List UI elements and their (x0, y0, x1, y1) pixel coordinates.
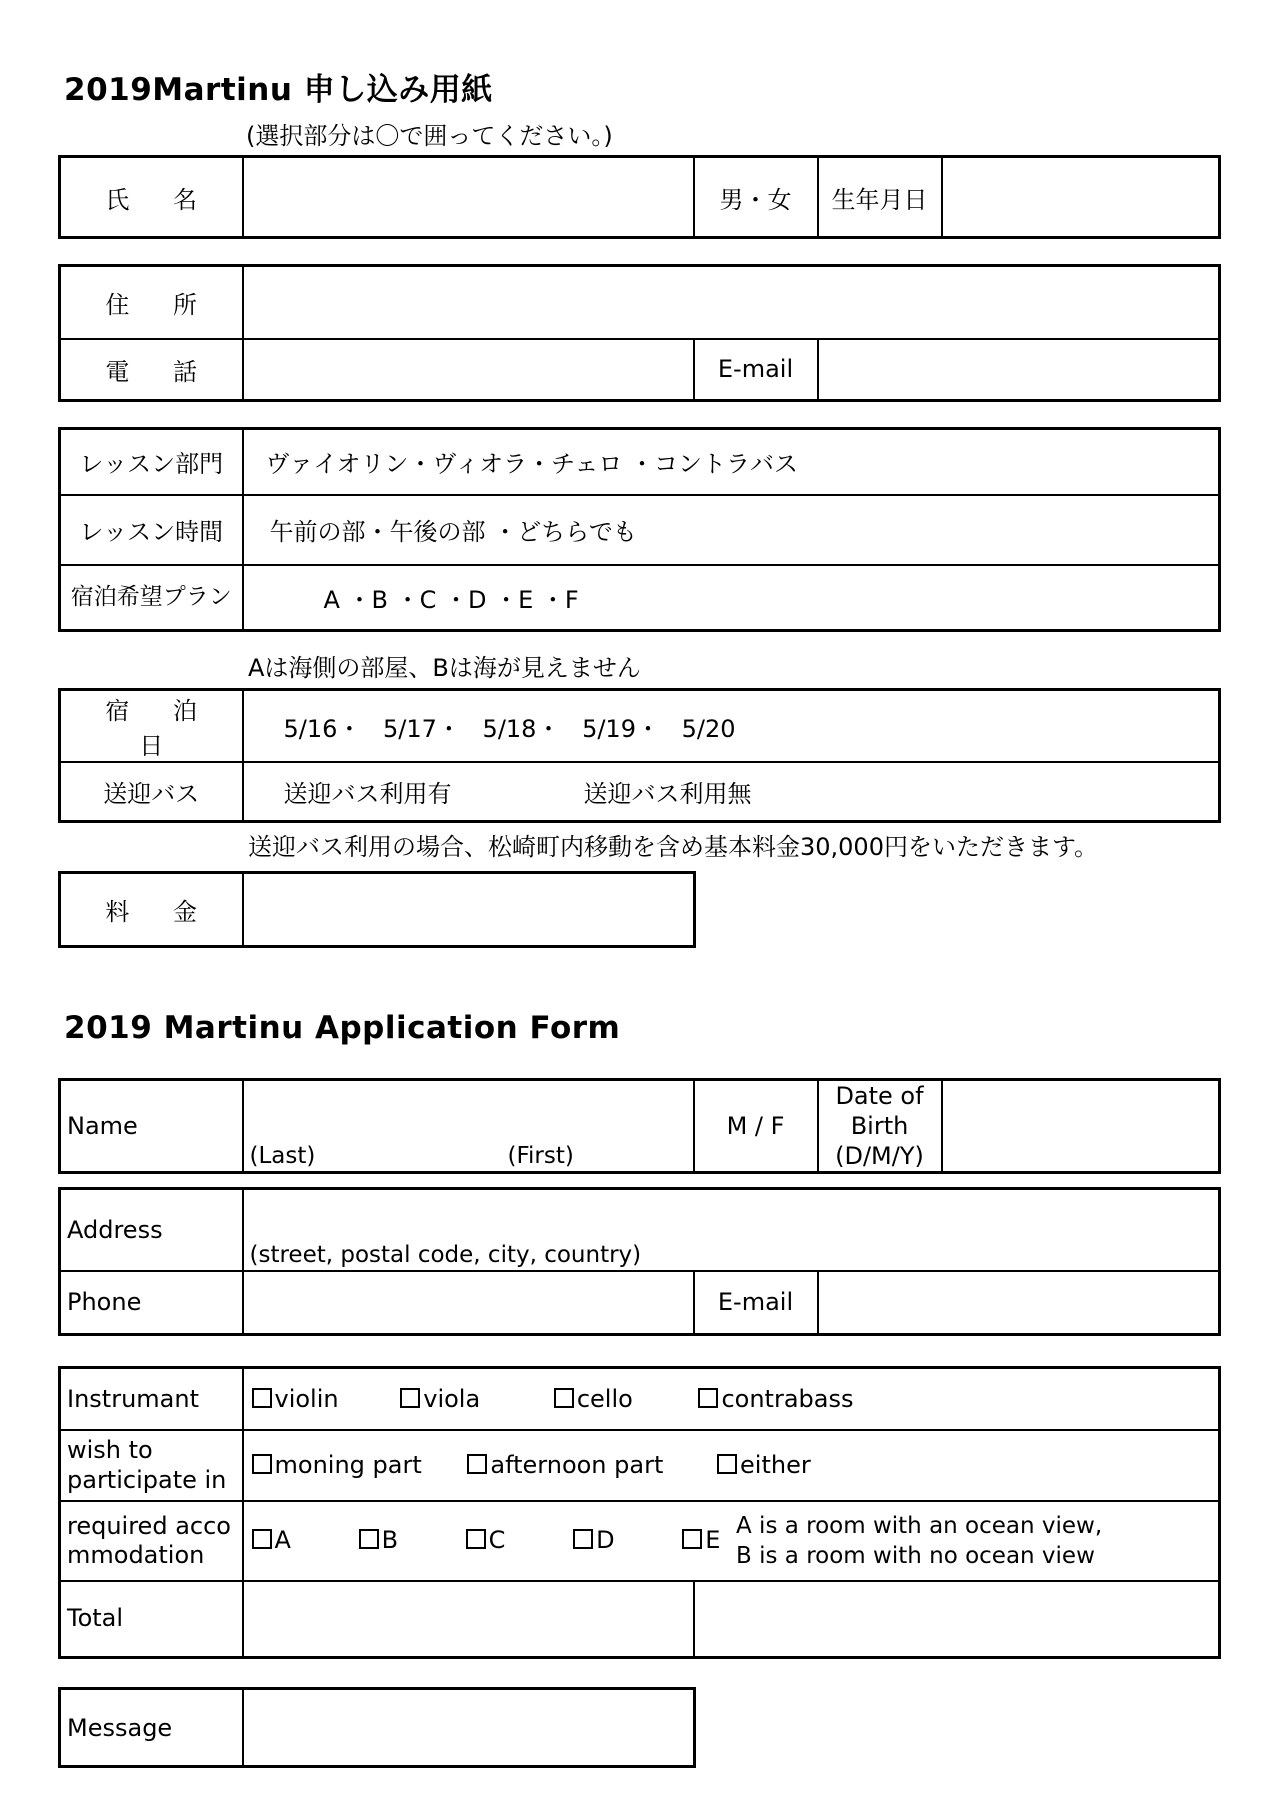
part-morning[interactable]: moning part (252, 1451, 422, 1479)
jp-contact-table (58, 264, 1221, 402)
jp-stay-table (58, 688, 1221, 823)
en-name-label: Name (60, 1080, 243, 1173)
en-accom-note-1: A is a room with an ocean view, (736, 1512, 1103, 1539)
checkbox-icon (252, 1388, 272, 1408)
en-phone-field[interactable] (243, 1271, 694, 1335)
checkbox-icon (466, 1529, 486, 1549)
checkbox-icon (698, 1388, 718, 1408)
accom-b[interactable]: B (359, 1526, 398, 1554)
part-afternoon[interactable]: afternoon part (467, 1451, 663, 1479)
en-accom-note-2: B is a room with no ocean view (736, 1542, 1095, 1569)
accom-a[interactable]: A (252, 1526, 291, 1554)
jp-email-label: E-mail (694, 339, 818, 401)
jp-bus-no[interactable]: 送迎バス利用無 (583, 779, 752, 808)
jp-name-table (58, 155, 1221, 239)
en-instrument-label: Instrumant (60, 1368, 243, 1430)
jp-dob-field[interactable] (942, 157, 1220, 238)
checkbox-icon (573, 1529, 593, 1549)
en-email-field[interactable] (818, 1271, 1220, 1335)
en-message-table (58, 1687, 696, 1768)
jp-address-field[interactable] (243, 266, 1220, 339)
jp-email-field[interactable] (818, 339, 1220, 401)
jp-instruction: (選択部分は〇で囲ってください。) (246, 122, 613, 150)
instrument-cello[interactable]: cello (554, 1385, 633, 1413)
en-gender-choice[interactable]: M / F (694, 1080, 818, 1173)
en-name-table (58, 1078, 1221, 1174)
checkbox-icon (682, 1529, 702, 1549)
jp-name-label: 氏 名 (60, 157, 243, 238)
jp-phone-label: 電 話 (60, 339, 243, 401)
jp-form-title: 2019Martinu 申し込み用紙 (64, 72, 493, 108)
jp-plan-label: 宿泊希望プラン (60, 565, 243, 631)
instrument-contrabass[interactable]: contrabass (698, 1385, 853, 1413)
en-name-field[interactable] (243, 1080, 694, 1173)
accom-d[interactable]: D (573, 1526, 614, 1554)
jp-address-label: 住 所 (60, 266, 243, 339)
jp-lesson-dept-label: レッスン部門 (60, 429, 243, 495)
en-first-hint: (First) (507, 1143, 574, 1169)
jp-lesson-time-options[interactable]: 午前の部・午後の部 ・どちらでも (243, 495, 1220, 565)
jp-lesson-time-label: レッスン時間 (60, 495, 243, 565)
en-accom-label: required accommodation (60, 1501, 243, 1581)
jp-fee-field[interactable] (243, 873, 695, 947)
jp-bus-note: 送迎バス利用の場合、松崎町内移動を含め基本料金30,000円をいただきます。 (248, 833, 1099, 861)
jp-bus-yes[interactable]: 送迎バス利用有 (283, 779, 452, 808)
en-options-table (58, 1366, 1221, 1659)
checkbox-icon (467, 1454, 487, 1474)
jp-phone-field[interactable] (243, 339, 694, 401)
en-email-label: E-mail (694, 1271, 818, 1335)
en-message-label: Message (60, 1689, 243, 1767)
jp-bus-label: 送迎バス (60, 762, 243, 821)
en-participate-label: wish to participate in (60, 1430, 243, 1501)
checkbox-icon (554, 1388, 574, 1408)
jp-plan-options[interactable]: A ・B ・C ・D ・E ・F (243, 565, 1220, 631)
en-dob-label: Date of Birth (D/M/Y) (818, 1080, 942, 1173)
blank-area (694, 1581, 1220, 1658)
en-form-title: 2019 Martinu Application Form (64, 1010, 621, 1046)
jp-dob-label: 生年月日 (818, 157, 942, 238)
accom-e[interactable]: E (682, 1526, 720, 1554)
en-contact-table (58, 1187, 1221, 1336)
en-address-label: Address (60, 1189, 243, 1271)
jp-fee-label: 料 金 (60, 873, 243, 947)
jp-lesson-dept-options[interactable]: ヴァイオリン・ヴィオラ・チェロ ・コントラバス (243, 429, 1220, 495)
checkbox-icon (252, 1529, 272, 1549)
checkbox-icon (400, 1388, 420, 1408)
en-address-field[interactable] (243, 1189, 1220, 1271)
en-total-field[interactable] (243, 1581, 694, 1658)
en-last-hint: (Last) (249, 1143, 316, 1169)
jp-stay-dates[interactable]: 5/16・ 5/17・ 5/18・ 5/19・ 5/20 (243, 690, 1220, 763)
en-address-hint: (street, postal code, city, country) (249, 1241, 642, 1268)
instrument-viola[interactable]: viola (400, 1385, 480, 1413)
jp-gender-choice[interactable]: 男・女 (694, 157, 818, 238)
checkbox-icon (717, 1454, 737, 1474)
accom-c[interactable]: C (466, 1526, 506, 1554)
instrument-violin[interactable]: violin (252, 1385, 339, 1413)
en-phone-label: Phone (60, 1271, 243, 1335)
en-dob-field[interactable] (942, 1080, 1220, 1173)
checkbox-icon (252, 1454, 272, 1474)
checkbox-icon (359, 1529, 379, 1549)
jp-lesson-table (58, 427, 1221, 632)
jp-plan-note: Aは海側の部屋、Bは海が見えません (248, 654, 641, 682)
part-either[interactable]: either (717, 1451, 811, 1479)
jp-name-field[interactable] (243, 157, 694, 238)
en-total-label: Total (60, 1581, 243, 1658)
jp-fee-table (58, 871, 696, 948)
jp-stay-label: 宿 泊 日 (60, 690, 243, 763)
en-message-field[interactable] (243, 1689, 695, 1767)
